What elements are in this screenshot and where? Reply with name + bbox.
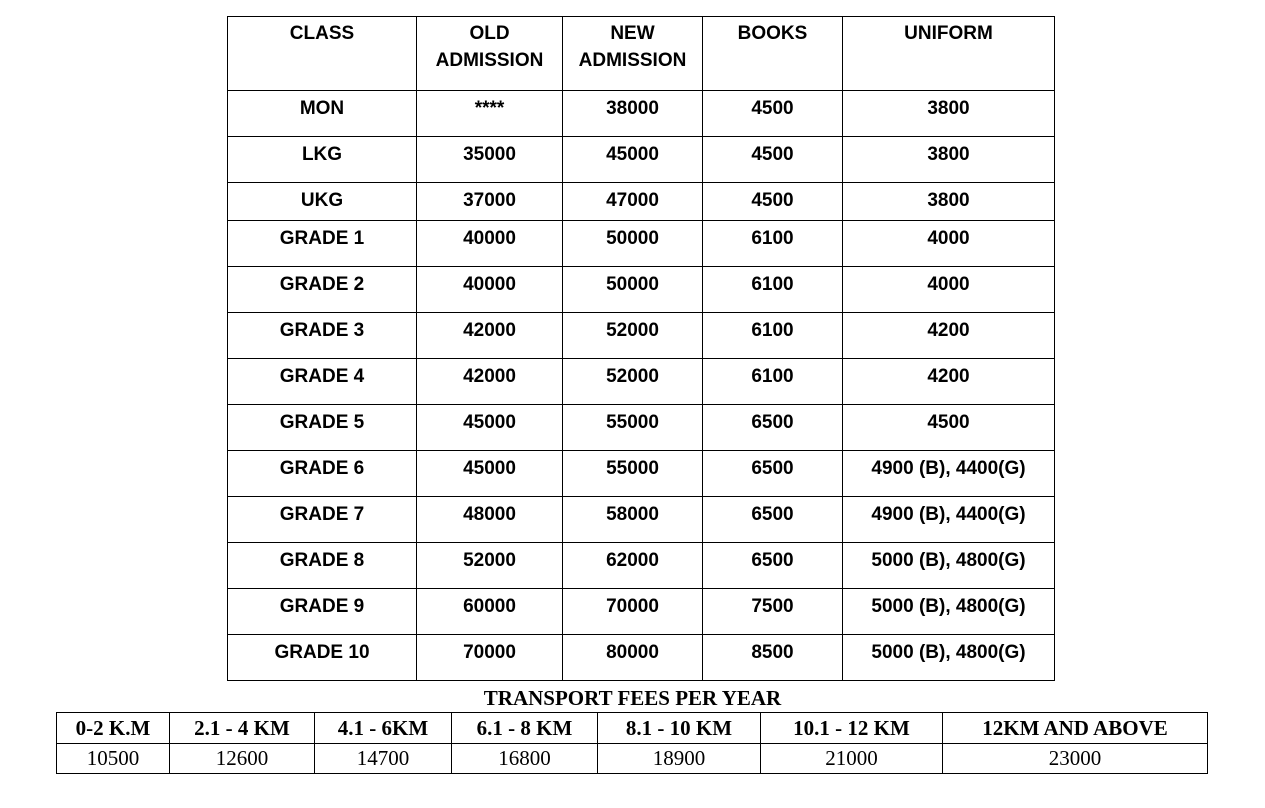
cell-old-admission: 37000 (417, 183, 563, 221)
transport-header-cell: 10.1 - 12 KM (761, 713, 943, 744)
header-class (228, 17, 417, 91)
header-uniform-line-1: UNIFORM (904, 23, 993, 44)
cell-books: 6500 (703, 543, 843, 589)
transport-title: TRANSPORT FEES PER YEAR (483, 686, 782, 710)
transport-value-cell: 23000 (943, 744, 1208, 774)
fee-table-body (228, 91, 1055, 681)
cell-old-admission: 42000 (417, 359, 563, 405)
cell-new-admission: 55000 (563, 451, 703, 497)
table-row (228, 451, 1055, 497)
cell-old-admission: 42000 (417, 313, 563, 359)
cell-new-admission: 50000 (563, 221, 703, 267)
cell-new-admission: 70000 (563, 589, 703, 635)
header-old-admission (417, 17, 563, 91)
cell-books: 4500 (703, 137, 843, 183)
cell-uniform: 3800 (843, 137, 1055, 183)
cell-uniform: 4200 (843, 313, 1055, 359)
transport-value-cell: 12600 (170, 744, 315, 774)
table-row (228, 183, 1055, 221)
cell-uniform: 4900 (B), 4400(G) (843, 497, 1055, 543)
cell-old-admission: 45000 (417, 405, 563, 451)
cell-old-admission: 40000 (417, 221, 563, 267)
table-row (228, 313, 1055, 359)
cell-books: 4500 (703, 91, 843, 137)
transport-header-cell: 6.1 - 8 KM (452, 713, 598, 744)
cell-uniform: 5000 (B), 4800(G) (843, 543, 1055, 589)
cell-uniform: 5000 (B), 4800(G) (843, 589, 1055, 635)
header-new-admission-line-2: ADMISSION (578, 50, 687, 71)
cell-class: GRADE 3 (228, 313, 417, 359)
cell-new-admission: 38000 (563, 91, 703, 137)
header-books (703, 17, 843, 91)
cell-old-admission: 60000 (417, 589, 563, 635)
cell-new-admission: 52000 (563, 359, 703, 405)
cell-uniform: 3800 (843, 183, 1055, 221)
transport-value-cell: 14700 (315, 744, 452, 774)
transport-value-cell: 18900 (598, 744, 761, 774)
cell-old-admission: 48000 (417, 497, 563, 543)
cell-new-admission: 50000 (563, 267, 703, 313)
cell-class: GRADE 4 (228, 359, 417, 405)
cell-old-admission: 70000 (417, 635, 563, 681)
cell-uniform: 4900 (B), 4400(G) (843, 451, 1055, 497)
header-class-line-1: CLASS (289, 23, 355, 44)
fee-table-header-row (228, 17, 1055, 91)
cell-class: UKG (228, 183, 417, 221)
cell-new-admission: 62000 (563, 543, 703, 589)
table-row (228, 359, 1055, 405)
cell-books: 6100 (703, 221, 843, 267)
table-row (228, 405, 1055, 451)
header-new-admission (563, 17, 703, 91)
cell-books: 6500 (703, 451, 843, 497)
cell-new-admission: 47000 (563, 183, 703, 221)
cell-books: 6100 (703, 267, 843, 313)
cell-old-admission: 52000 (417, 543, 563, 589)
table-row (228, 137, 1055, 183)
header-old-admission-line-1: OLD (469, 23, 510, 44)
cell-new-admission: 80000 (563, 635, 703, 681)
cell-class: GRADE 9 (228, 589, 417, 635)
transport-table (56, 712, 1208, 774)
transport-header-cell: 8.1 - 10 KM (598, 713, 761, 744)
cell-class: GRADE 5 (228, 405, 417, 451)
transport-header-cell: 12KM AND ABOVE (943, 713, 1208, 744)
table-row (228, 635, 1055, 681)
transport-header-cell: 2.1 - 4 KM (170, 713, 315, 744)
table-row (228, 91, 1055, 137)
transport-header-row (57, 713, 1208, 744)
transport-value-cell: 16800 (452, 744, 598, 774)
transport-header-cell: 4.1 - 6KM (315, 713, 452, 744)
cell-old-admission: 35000 (417, 137, 563, 183)
table-row (228, 589, 1055, 635)
cell-books: 8500 (703, 635, 843, 681)
cell-books: 6100 (703, 313, 843, 359)
table-row (228, 267, 1055, 313)
table-row (228, 497, 1055, 543)
cell-class: GRADE 8 (228, 543, 417, 589)
header-new-admission-line-1: NEW (610, 23, 655, 44)
cell-old-admission: 40000 (417, 267, 563, 313)
cell-uniform: 5000 (B), 4800(G) (843, 635, 1055, 681)
transport-value-cell: 10500 (57, 744, 170, 774)
cell-uniform: 4500 (843, 405, 1055, 451)
cell-class: GRADE 6 (228, 451, 417, 497)
cell-old-admission: **** (417, 91, 563, 137)
table-row (228, 221, 1055, 267)
cell-new-admission: 55000 (563, 405, 703, 451)
transport-header-cell: 0-2 K.M (57, 713, 170, 744)
transport-value-cell: 21000 (761, 744, 943, 774)
table-row (228, 543, 1055, 589)
cell-class: GRADE 1 (228, 221, 417, 267)
transport-value-row (57, 744, 1208, 774)
cell-new-admission: 45000 (563, 137, 703, 183)
cell-new-admission: 58000 (563, 497, 703, 543)
cell-books: 7500 (703, 589, 843, 635)
cell-books: 6500 (703, 405, 843, 451)
cell-new-admission: 52000 (563, 313, 703, 359)
fee-table (227, 16, 1055, 681)
cell-uniform: 4200 (843, 359, 1055, 405)
cell-books: 6500 (703, 497, 843, 543)
cell-uniform: 4000 (843, 267, 1055, 313)
cell-uniform: 4000 (843, 221, 1055, 267)
cell-class: GRADE 7 (228, 497, 417, 543)
header-uniform (843, 17, 1055, 91)
cell-books: 4500 (703, 183, 843, 221)
cell-books: 6100 (703, 359, 843, 405)
header-books-line-1: BOOKS (737, 23, 808, 44)
cell-class: GRADE 10 (228, 635, 417, 681)
cell-class: GRADE 2 (228, 267, 417, 313)
cell-uniform: 3800 (843, 91, 1055, 137)
cell-class: LKG (228, 137, 417, 183)
cell-old-admission: 45000 (417, 451, 563, 497)
header-old-admission-line-2: ADMISSION (435, 50, 544, 71)
cell-class: MON (228, 91, 417, 137)
